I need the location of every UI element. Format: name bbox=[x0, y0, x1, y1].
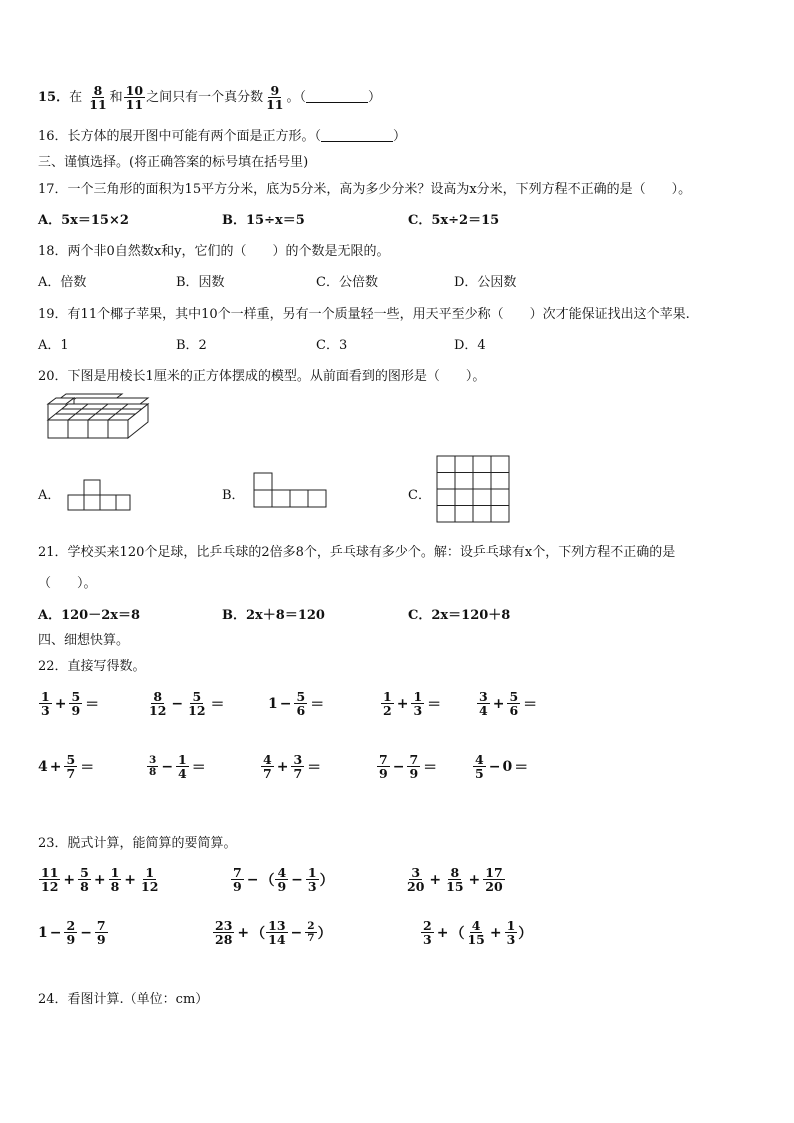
q22-expr-3: 1 − $\frac{5}{6}$ ＝ bbox=[268, 689, 325, 719]
q19-option-c[interactable]: C．3 bbox=[316, 338, 348, 353]
q23-expr-6: $\frac{2}{3}$ + （ $\frac{4}{15}$ + $\frac{1}{3}$ ） bbox=[423, 918, 533, 948]
question-22: 22．直接写得数。 bbox=[38, 659, 146, 674]
q23-expr-2: $\frac{7}{9}$ − （ $\frac{4}{9}$ − $\frac{1}{3}$ ） bbox=[233, 865, 334, 895]
section-3-heading: 三、谨慎选择。(将正确答案的标号填在括号里) bbox=[38, 155, 309, 170]
question-23: 23．脱式计算，能简算的要简算。 bbox=[38, 836, 237, 851]
q22-expr-9: $\frac{7}{9}$ − $\frac{7}{9}$ ＝ bbox=[379, 752, 438, 782]
section-4-heading: 四、细想快算。 bbox=[38, 633, 130, 648]
q22-expr-10: $\frac{4}{5}$ − 0 ＝ bbox=[475, 752, 529, 782]
q20-option-a-figure bbox=[68, 480, 132, 512]
question-20: 20．下图是用棱长1厘米的正方体摆成的模型。从前面看到的图形是（ ）。 bbox=[38, 369, 486, 384]
q15-fraction-3: $\frac{9}{11}$ bbox=[266, 83, 284, 113]
q18-option-c[interactable]: C．公倍数 bbox=[316, 275, 378, 290]
q19-option-b[interactable]: B．2 bbox=[176, 338, 207, 353]
q22-expr-4: $\frac{1}{2}$ + $\frac{1}{3}$ ＝ bbox=[383, 689, 442, 719]
question-17: 17．一个三角形的面积为15平方分米，底为5分米，高为多少分米？设高为x分米，下列方程不正确的是（ ）。 bbox=[38, 182, 692, 197]
question-16 bbox=[38, 125, 406, 144]
q22-expr-6: 4 + $\frac{5}{7}$ ＝ bbox=[38, 752, 95, 782]
question-21: 21．学校买来120个足球，比乒乓球的2倍多8个，乒乓球有多少个。解：设乒乓球有x个，下列方程不正确的是 bbox=[38, 545, 676, 560]
q20-option-c-figure bbox=[437, 456, 511, 524]
q23-expr-4: 1 − $\frac{2}{9}$ − $\frac{7}{9}$ bbox=[38, 918, 106, 948]
q22-expr-5: $\frac{3}{4}$ + $\frac{5}{6}$ ＝ bbox=[479, 689, 538, 719]
q17-option-c[interactable]: C．5x÷2＝15 bbox=[408, 213, 500, 228]
q20-option-a[interactable]: A． bbox=[38, 488, 61, 503]
q15-answer-blank[interactable] bbox=[306, 90, 368, 103]
q21-option-c[interactable]: C．2x＝120＋8 bbox=[408, 608, 511, 623]
q19-option-a[interactable]: A．1 bbox=[38, 338, 69, 353]
q15-fraction-2: $\frac{10}{11}$ bbox=[125, 83, 144, 113]
q16-text: 16．长方体的展开图中可能有两个面是正方形。（ bbox=[38, 129, 322, 144]
q18-option-b[interactable]: B．因数 bbox=[176, 275, 225, 290]
q20-option-b-figure bbox=[254, 473, 328, 509]
q22-expr-7: $\frac{3}{8}$ − $\frac{1}{4}$ ＝ bbox=[149, 752, 206, 782]
question-15 bbox=[38, 84, 381, 111]
q16-answer-blank[interactable] bbox=[321, 129, 393, 142]
q20-option-b[interactable]: B． bbox=[222, 488, 245, 503]
q18-option-d[interactable]: D．公因数 bbox=[454, 275, 517, 290]
q22-expr-1: $\frac{1}{3}$ + $\frac{5}{9}$ ＝ bbox=[41, 689, 100, 719]
q23-expr-1: $\frac{11}{12}$ + $\frac{5}{8}$ + $\frac{1}{8}$ + $\frac{1}{12}$ bbox=[41, 865, 159, 895]
q23-expr-3: $\frac{3}{20}$ + $\frac{8}{15}$ + $\frac{17}{20}$ bbox=[407, 865, 503, 895]
q15-pre: 在 bbox=[69, 90, 83, 106]
q15-close: ） bbox=[368, 90, 382, 106]
q15-number: 15． bbox=[38, 90, 70, 106]
q16-close: ） bbox=[393, 129, 407, 144]
cube-model-figure bbox=[44, 394, 150, 440]
q15-fraction-1: $\frac{8}{11}$ bbox=[89, 83, 107, 113]
q15-post: 之间只有一个真分数 bbox=[146, 90, 264, 106]
model-top-mid bbox=[68, 398, 148, 404]
q21-option-a[interactable]: A．120－2x＝8 bbox=[38, 608, 141, 623]
q23-expr-5: $\frac{23}{28}$ + （ $\frac{13}{14}$ − $\frac{2}{7}$ ） bbox=[215, 918, 332, 948]
question-24: 24．看图计算.（单位：cm） bbox=[38, 992, 209, 1007]
question-21-line2: （ ）。 bbox=[38, 576, 97, 591]
q17-option-a[interactable]: A．5x＝15×2 bbox=[38, 213, 129, 228]
q19-option-d[interactable]: D．4 bbox=[454, 338, 486, 353]
q20-option-c[interactable]: C． bbox=[408, 488, 431, 503]
q15-mid: 和 bbox=[109, 90, 123, 106]
question-19: 19．有11个椰子苹果，其中10个一样重，另有一个质量轻一些，用天平至少称（ ）次才能保证找出这个苹果. bbox=[38, 307, 690, 322]
q18-option-a[interactable]: A．倍数 bbox=[38, 275, 87, 290]
q22-expr-8: $\frac{4}{7}$ + $\frac{3}{7}$ ＝ bbox=[263, 752, 322, 782]
q17-option-b[interactable]: B．15÷x＝5 bbox=[222, 213, 305, 228]
q22-expr-2: $\frac{8}{12}$ − $\frac{5}{12}$ ＝ bbox=[149, 689, 225, 719]
q15-tail: 。（ bbox=[286, 90, 307, 106]
q21-option-b[interactable]: B．2x＋8＝120 bbox=[222, 608, 325, 623]
question-18: 18．两个非0自然数x和y，它们的（ ）的个数是无限的。 bbox=[38, 244, 390, 259]
